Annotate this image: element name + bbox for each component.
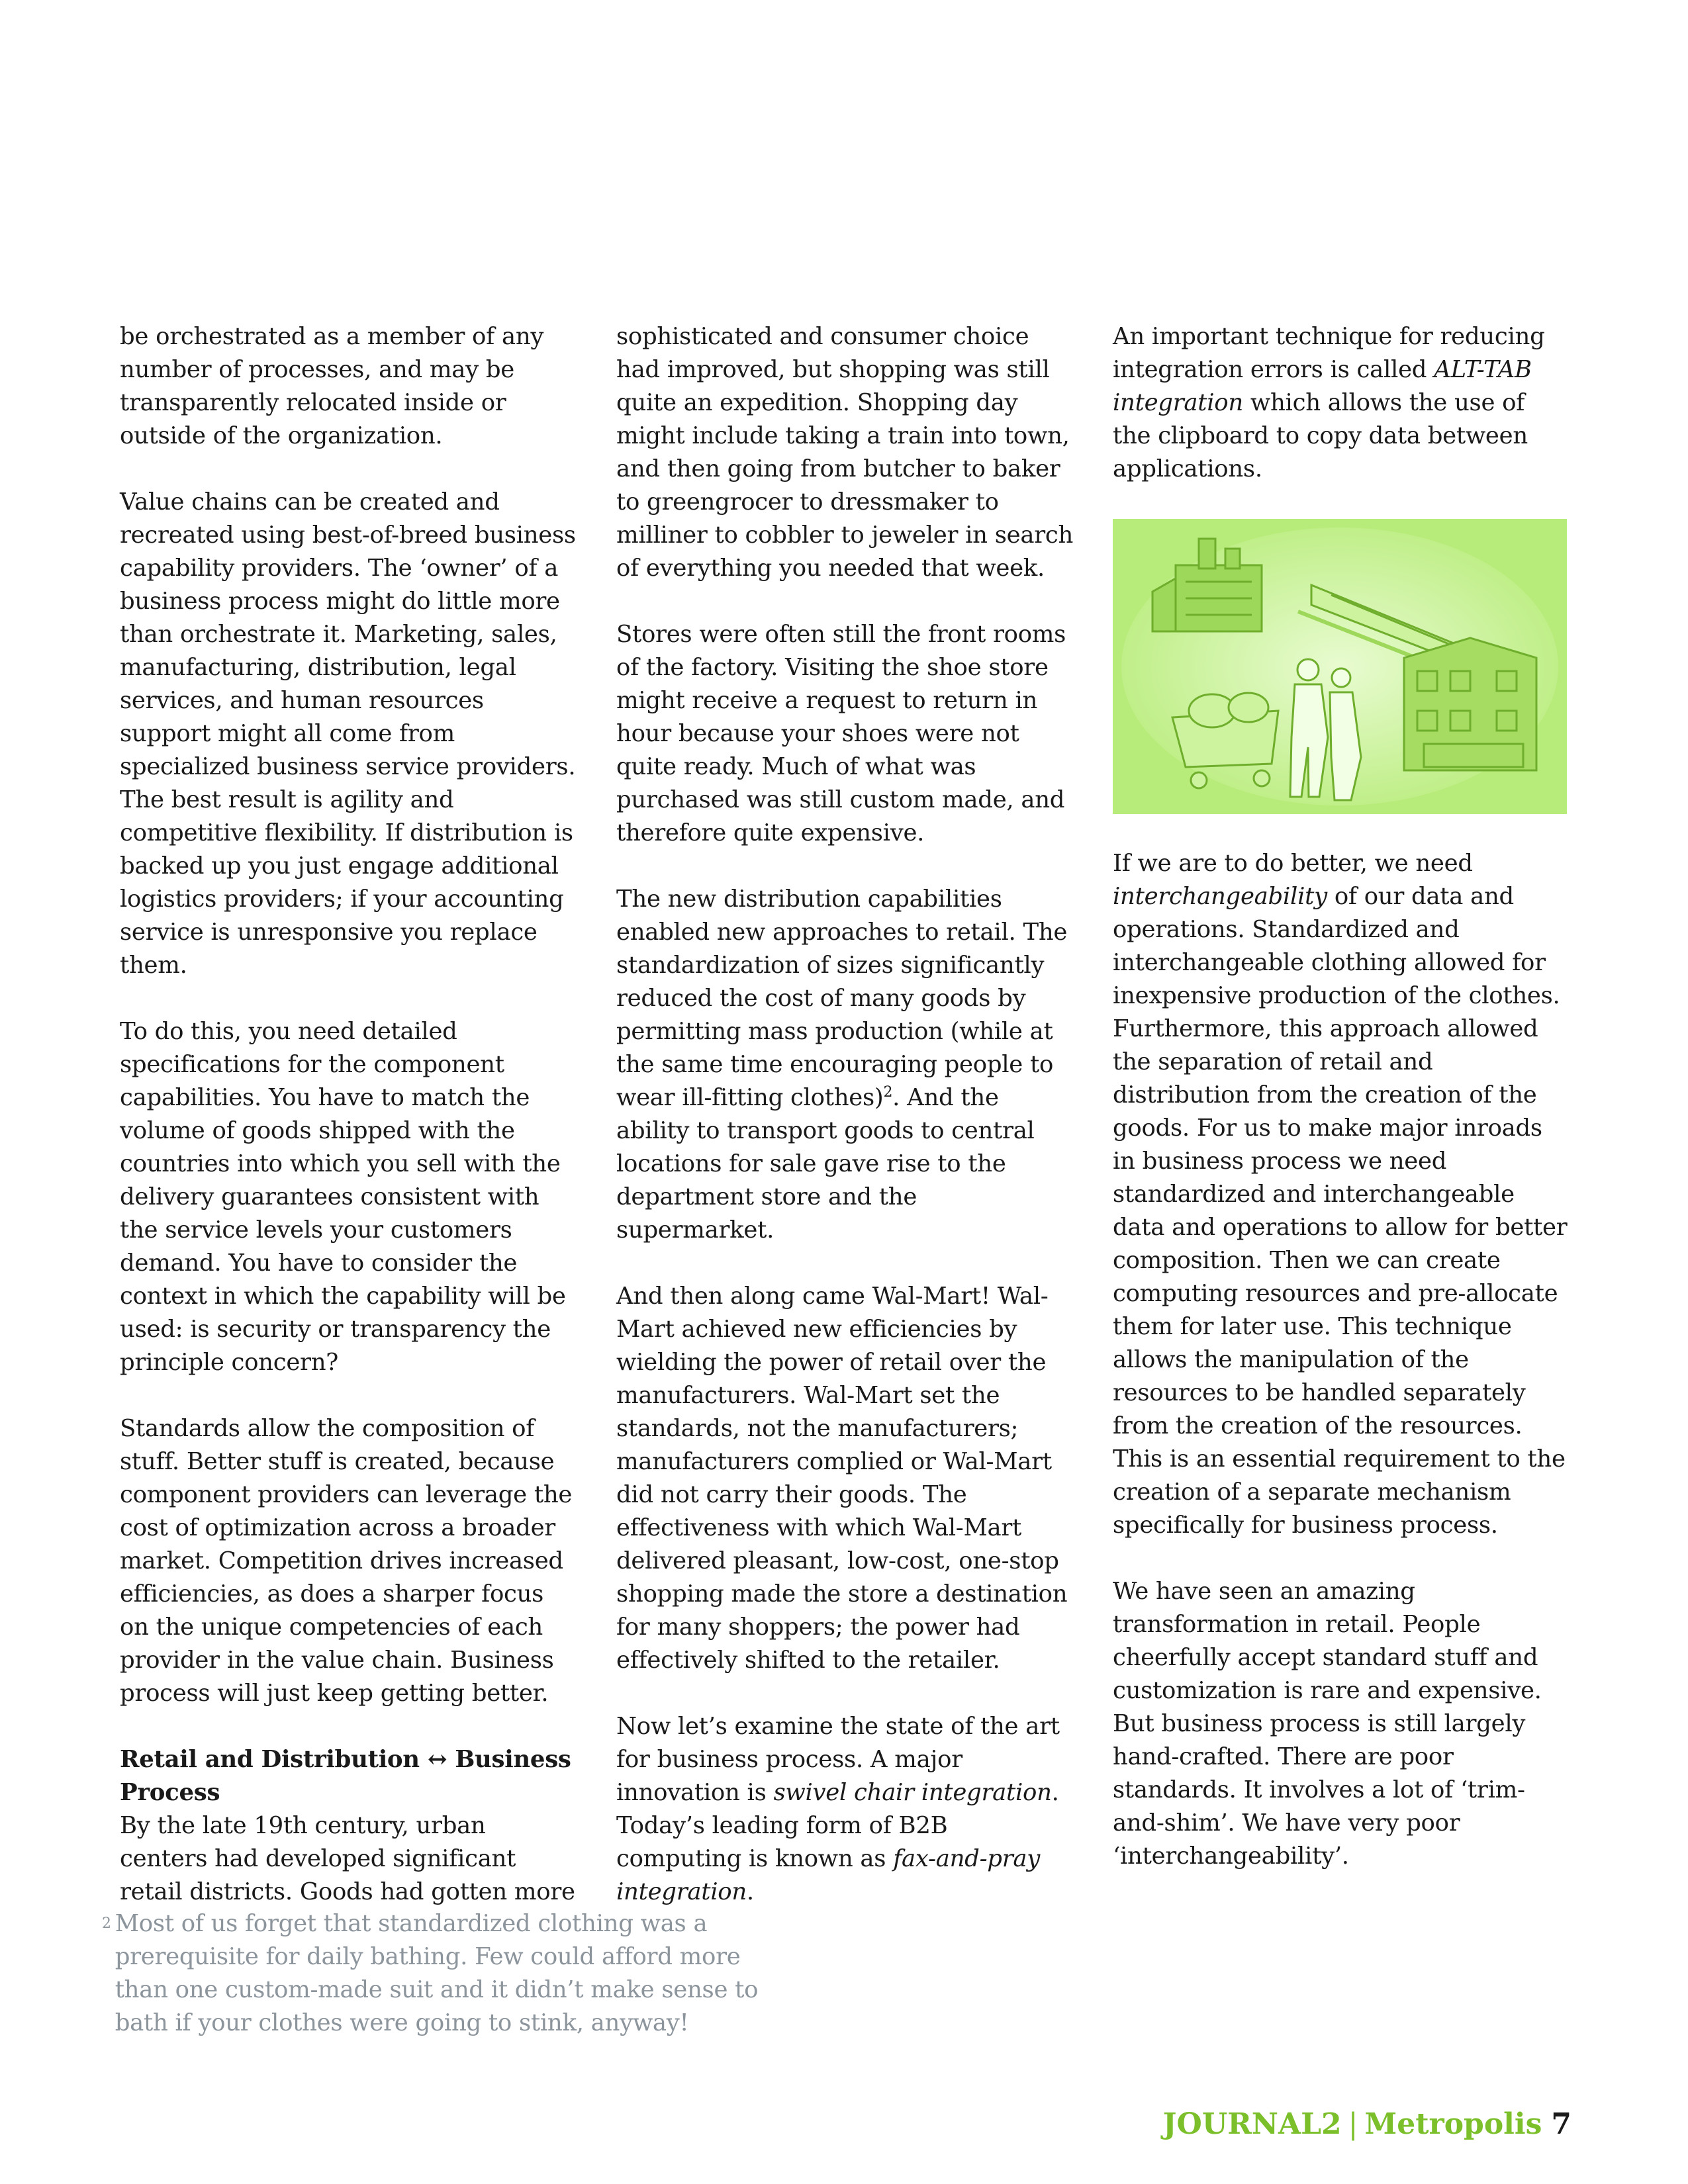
retail-illustration [1113, 519, 1567, 814]
footer-separator: | [1348, 2107, 1358, 2141]
paragraph: be orchestrated as a member of any number of processes, and may be transparently relocated inside or outside of the organization. [120, 323, 544, 449]
page-number: 7 [1551, 2107, 1571, 2141]
paragraph: sophisticated and consumer choice had improved, but shopping was still quite an expedition. Shopping day might include taking a train into town, and then going from butcher to baker to greengrocer to dressmaker to milliner to cobbler to jeweler in search of everything you needed that week. [616, 323, 1074, 582]
text-run: If we are to do better, we need [1113, 850, 1473, 877]
paragraph: To do this, you need detailed specifications for the component capabilities. You have to match the volume of goods shipped with the countries into which you sell with the delivery guarantees consistent with the service levels your customers demand. You have to consider the context in which the capability will be used: is security or transparency the principle concern? [120, 1018, 566, 1376]
text-run: Now let’s examine the state of the art for business process. A major innovation is [616, 1713, 1060, 1806]
paragraph [1113, 320, 1570, 486]
footnote [102, 1907, 804, 2040]
journal-title: JOURNAL2 [1162, 2107, 1342, 2141]
text-run: of our data and operations. Standardized and interchangeable clothing allowed for inexpensive production of the clothes. Furthermore, this approach allowed the separation of retail and distribution from the creation of the goods. For us to make major inroads in business process we need standardized and interchangeable data and operations to allow for better composition. Then we can create computing resources and pre-allocate them for later use. This technique allows the manipulation of the resources to be handled separately from the creation of the resources. This is an essential requirement to the creation of a separate mechanism specifically for business process. [1113, 883, 1568, 1539]
paragraph [616, 1710, 1073, 1909]
paragraph [1113, 847, 1570, 1542]
text-column-1 [120, 320, 577, 1909]
footnote-reference[interactable]: 2 [883, 1084, 893, 1101]
publication-name: Metropolis [1364, 2107, 1542, 2141]
emphasis: swivel chair integration [773, 1779, 1052, 1806]
paragraph: Stores were often still the front rooms of the factory. Visiting the shoe store might receive a request to return in hour because your shoes were not quite ready. Much of what was purchased was still custom made, and therefore quite expensive. [616, 621, 1066, 846]
text-column-2 [616, 320, 1073, 1909]
building-icon [1404, 638, 1536, 770]
text-run: . Today’s leading form of B2B computing is known as [616, 1779, 1059, 1872]
section-heading: Retail and Distribution ↔ Business Process [120, 1746, 571, 1806]
text-run: The new distribution capabilities enabled new approaches to retail. The standardization of sizes significantly reduced the cost of many goods by permitting mass production (while at the same time encouraging people to wear ill-fitting clothes) [616, 886, 1068, 1111]
emphasis: fax-and-pray integration [616, 1845, 1040, 1905]
paragraph [616, 883, 1073, 1247]
emphasis: interchangeability [1113, 883, 1327, 910]
paragraph: We have seen an amazing transformation in retail. People cheerfully accept standard stuff and customization is rare and expensive. But business process is still largely hand-crafted. There are poor standards. It involves a lot of ‘trim-and-shim’. We have very poor ‘interchangeability’. [1113, 1578, 1542, 1870]
paragraph: Standards allow the composition of stuff. Better stuff is created, because component providers can leverage the cost of optimization across a broader market. Competition drives increased efficiencies, as does a sharper focus on the unique competencies of each provider in the value chain. Business process will just keep getting better. [120, 1415, 573, 1707]
text-run: . And the ability to transport goods to central locations for sale gave rise to the department store and the supermarket. [616, 1084, 1035, 1244]
paragraph: By the late 19th century, urban centers had developed significant retail districts. Goods had gotten more [120, 1812, 575, 1905]
retail-illustration-svg [1113, 519, 1567, 814]
footnote-marker: 2 [102, 1915, 111, 1932]
text-run: An important technique for reducing integration errors is called [1113, 323, 1545, 383]
paragraph: And then along came Wal-Mart! Wal-Mart achieved new efficiencies by wielding the power of retail over the manufacturers. Wal-Mart set the standards, not the manufacturers; manufacturers complied or Wal-Mart did not carry their goods. The effectiveness with which Wal-Mart delivered pleasant, low-cost, one-stop shopping made the store a destination for many shoppers; the power had effectively shifted to the retailer. [616, 1283, 1068, 1674]
text-column-3 [1113, 320, 1570, 1873]
paragraph: Value chains can be created and recreated using best-of-breed business capability providers. The ‘owner’ of a business process might do little more than orchestrate it. Marketing, sales, manufacturing, distribution, legal services, and human resources support might all come from specialized business service providers. The best result is agility and competitive flexibility. If distribution is backed up you just engage additional logistics providers; if your accounting service is unresponsive you replace them. [120, 488, 576, 979]
text-run: . [746, 1878, 754, 1905]
page-footer [1163, 2107, 1571, 2141]
footnote-text: Most of us forget that standardized clothing was a prerequisite for daily bathing. Few could afford more than one custom-made suit and it didn’t make sense to bath if your clothes were going to stink, anyway! [115, 1910, 759, 2036]
emphasis: ALT-TAB integration [1113, 356, 1532, 416]
text-run: which allows the use of the clipboard to copy data between applications. [1113, 389, 1528, 482]
